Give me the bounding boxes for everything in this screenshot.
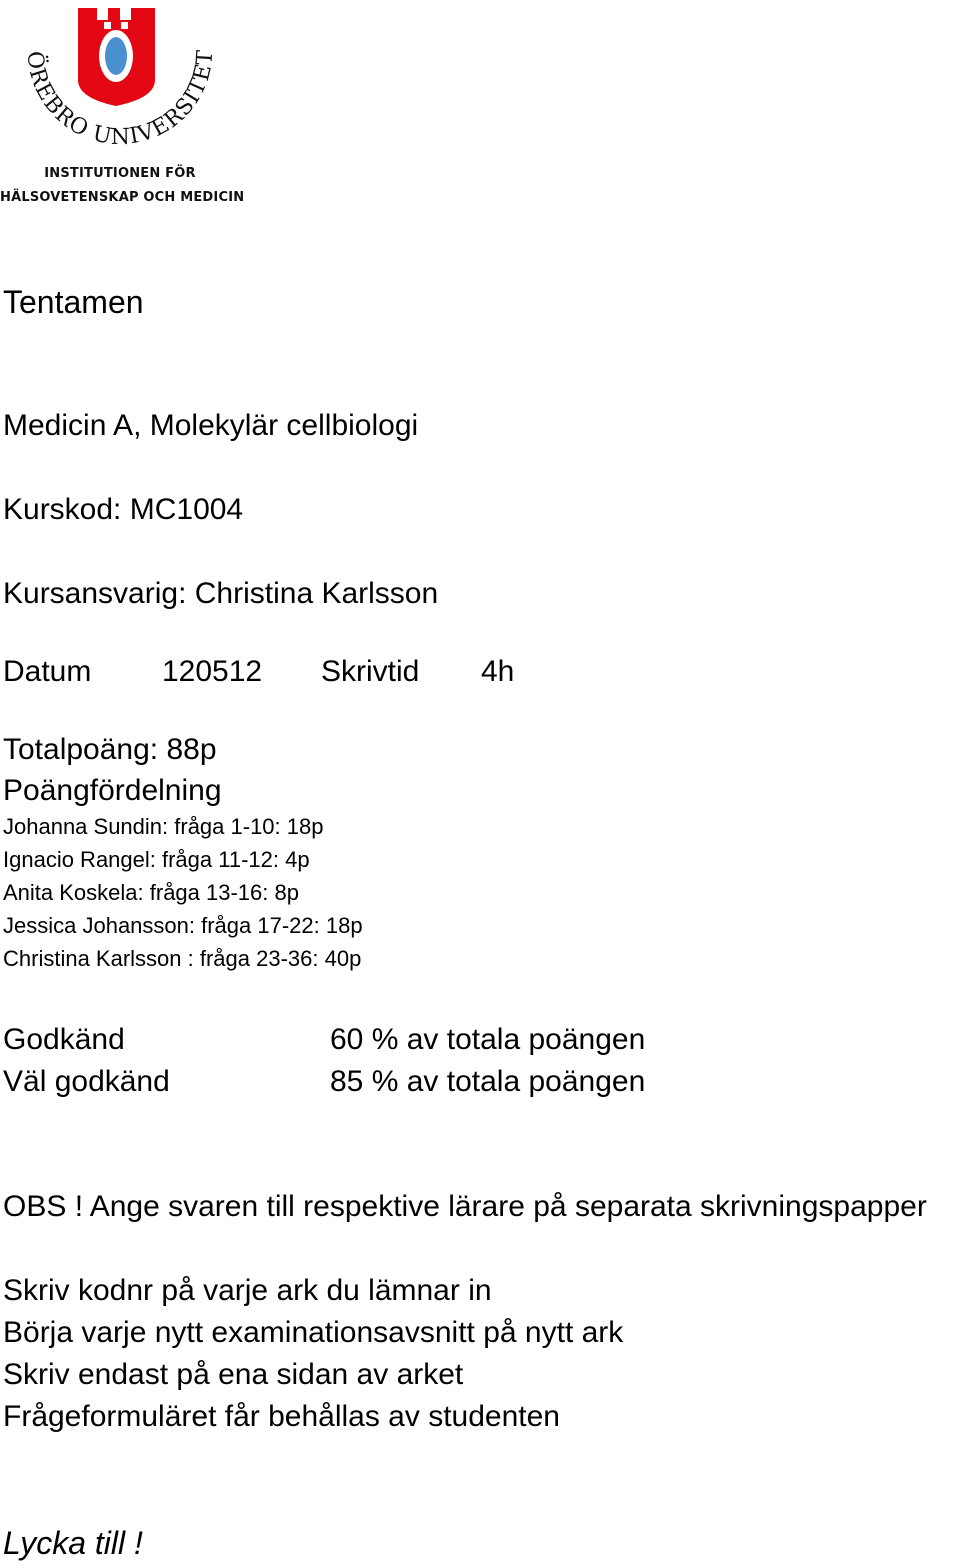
distribution-heading: Poängfördelning	[3, 774, 222, 807]
distribution-item: Ignacio Rangel: fråga 11-12: 4p	[3, 847, 310, 872]
notice: OBS ! Ange svaren till respektive lärare på separata skrivningspapper	[3, 1190, 927, 1223]
grade-value: 85 % av totala poängen	[330, 1065, 646, 1098]
grade-label: Godkänd	[3, 1023, 125, 1056]
grade-label: Väl godkänd	[3, 1065, 170, 1098]
distribution-item: Anita Koskela: fråga 13-16: 8p	[3, 880, 299, 905]
distribution-item: Johanna Sundin: fråga 1-10: 18p	[3, 814, 324, 839]
instruction-item: Skriv kodnr på varje ark du lämnar in	[3, 1274, 492, 1307]
instruction-item: Skriv endast på ena sidan av arket	[3, 1358, 464, 1391]
course-code: Kurskod: MC1004	[3, 493, 244, 526]
document-title: Tentamen	[3, 284, 144, 320]
university-name: ÖREBRO UNIVERSITET	[21, 48, 219, 151]
university-logo	[0, 0, 245, 215]
university-seal-icon	[0, 0, 240, 165]
writetime-label: Skrivtid	[321, 655, 420, 688]
instruction-item: Frågeformuläret får behållas av studenten	[3, 1400, 560, 1433]
course-responsible: Kursansvarig: Christina Karlsson	[3, 577, 439, 610]
total-points: Totalpoäng: 88p	[3, 733, 217, 766]
institution-line-1: INSTITUTIONEN FÖR	[44, 166, 196, 181]
distribution-item: Jessica Johansson: fråga 17-22: 18p	[3, 913, 363, 938]
grade-value: 60 % av totala poängen	[330, 1023, 646, 1056]
date-label: Datum	[3, 655, 92, 688]
date-value: 120512	[162, 655, 263, 688]
closing-text: Lycka till !	[3, 1525, 143, 1561]
instruction-item: Börja varje nytt examinationsavsnitt på nytt ark	[3, 1316, 624, 1349]
institution-line-2: HÄLSOVETENSKAP OCH MEDICIN	[0, 190, 245, 205]
course-name: Medicin A, Molekylär cellbiologi	[3, 409, 419, 442]
distribution-item: Christina Karlsson : fråga 23-36: 40p	[3, 946, 362, 971]
writetime-value: 4h	[481, 655, 515, 688]
